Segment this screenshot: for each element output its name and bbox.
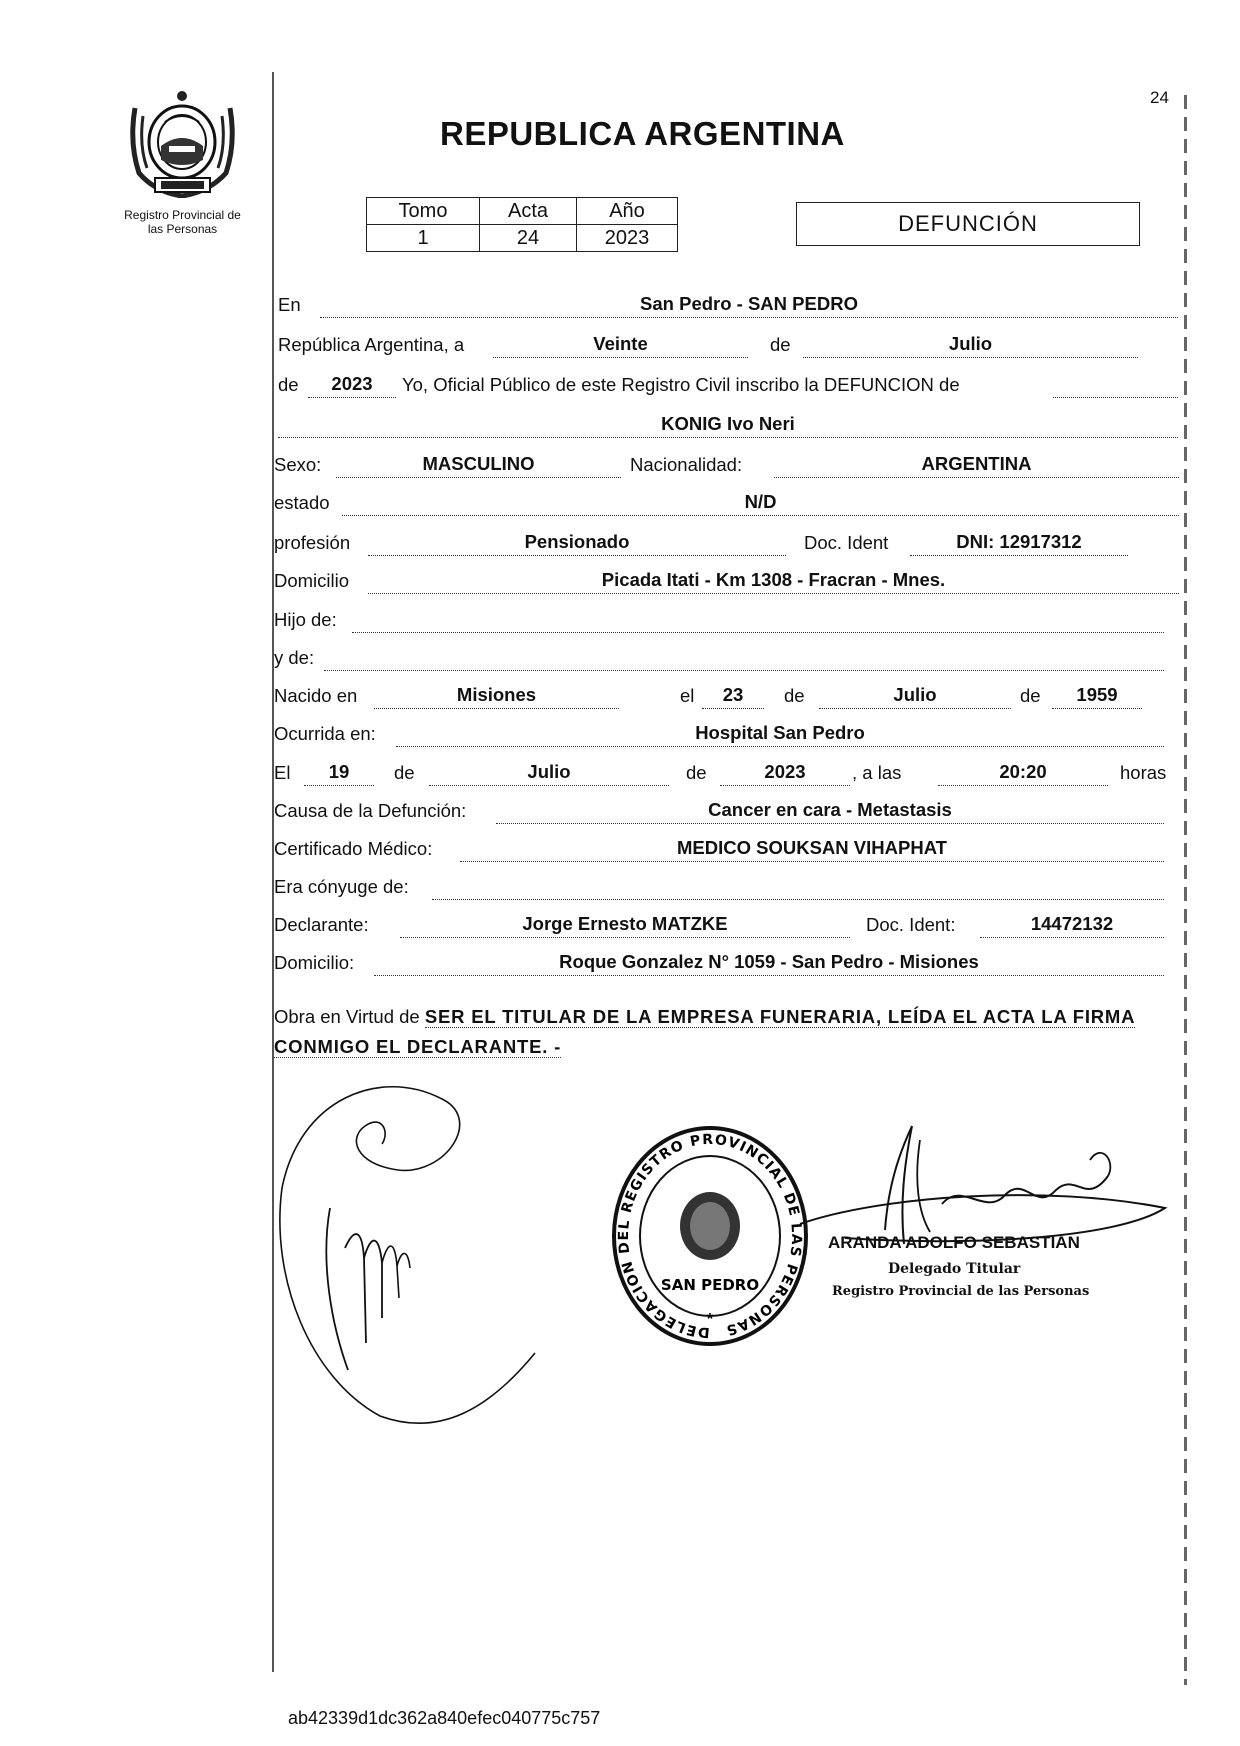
sexo-label: Sexo: [274,454,322,475]
nacionalidad-label: Nacionalidad: [630,454,743,475]
row-ocurrida [274,721,1164,749]
registry-label [100,208,265,236]
def-el-label: El [274,762,291,783]
causa-value: Cancer en cara - Metastasis [496,797,1164,824]
y-de-label: y de: [274,647,315,668]
hijo-de-label: Hijo de: [274,609,337,630]
en-label: En [278,294,301,315]
nacido-place: Misiones [374,682,619,709]
def-day: 19 [304,759,374,786]
obra-label: Obra en Virtud de [274,1006,420,1027]
provincial-seal-icon [125,88,240,198]
document-hash: ab42339d1dc362a840efec040775c757 [288,1708,601,1728]
obra-value: SER EL TITULAR DE LA EMPRESA FUNERARIA, LEÍDA EL ACTA LA FIRMA CONMIGO EL DECLARANTE. - [274,1006,1136,1057]
official-name: ARANDA ADOLFO SEBASTIAN [828,1233,1080,1252]
acta-header-tomo: Tomo [367,198,480,225]
domicilio-label: Domicilio [274,570,350,591]
obra-section [274,1002,1179,1062]
def-de1-label: de [394,762,415,783]
stamp-ring-textpath: DELEGACION DEL REGISTRO PROVINCIAL DE LAS PERSONAS [616,1131,805,1341]
page-title: REPUBLICA ARGENTINA [440,115,845,152]
def-de2-label: de [686,762,707,783]
y-de-value [324,644,1164,671]
ocurrida-value: Hospital San Pedro [396,720,1164,747]
estado-value: N/D [342,489,1179,516]
sexo-value: MASCULINO [336,451,621,478]
domicilio-decl-label: Domicilio: [274,952,355,973]
acta-header-anio: Año [577,198,678,225]
fecha-month: Julio [803,331,1138,358]
domicilio-value: Picada Itati - Km 1308 - Fracran - Mnes. [368,567,1179,594]
declarante-value: Jorge Ernesto MATZKE [400,911,850,938]
fecha-day: Veinte [493,331,748,358]
row-certificado [274,836,1164,864]
nacido-el-label: el [680,685,695,706]
hijo-de-value [352,606,1164,633]
doc-ident-value: DNI: 12917312 [910,529,1128,556]
official-role: Delegado Titular [888,1261,1021,1277]
declarante-doc-value: 14472132 [980,911,1164,938]
acta-table [366,197,678,252]
official-org: Registro Provincial de las Personas [832,1284,1090,1299]
fecha-label: República Argentina, a [278,334,465,355]
nacido-de2-label: de [1020,685,1041,706]
doc-ident-label: Doc. Ident [804,532,889,553]
profesion-label: profesión [274,532,351,553]
row-en [278,292,1178,320]
row-hijo-de [274,607,1164,635]
acta-value-anio: 2023 [577,225,678,252]
domicilio-decl-value: Roque Gonzalez N° 1059 - San Pedro - Misiones [374,949,1164,976]
official-stamp [608,1118,813,1350]
year-de-label: de [278,374,299,395]
row-fecha-defuncion [274,760,1179,788]
row-domicilio-declarante [274,950,1164,978]
row-conyuge [274,874,1164,902]
row-year [278,372,1178,400]
declarante-doc-label: Doc. Ident: [866,914,956,935]
row-estado [274,490,1179,518]
right-margin-rule [1184,95,1187,1685]
causa-label: Causa de la Defunción: [274,800,467,821]
row-causa [274,798,1164,826]
nacido-month: Julio [819,682,1011,709]
row-sexo [274,452,1179,480]
conyuge-label: Era cónyuge de: [274,876,409,897]
acta-value-tomo: 1 [367,225,480,252]
ocurrida-label: Ocurrida en: [274,723,376,744]
row-domicilio [274,568,1179,596]
certificado-label: Certificado Médico: [274,838,433,859]
profesion-value: Pensionado [368,529,786,556]
deceased-name: KONIG Ivo Neri [278,411,1178,438]
page-number: 24 [1150,88,1169,107]
row-nacido [274,683,1164,711]
document-type-box: DEFUNCIÓN [796,202,1140,246]
year-line-blank [1053,371,1178,398]
fecha-de-label: de [770,334,791,355]
def-horas-label: horas [1120,762,1167,783]
year-line-text: Yo, Oficial Público de este Registro Civil inscribo la DEFUNCION de [402,374,960,395]
def-year: 2023 [720,759,850,786]
stamp-star-icon: * [706,1311,714,1328]
declarante-label: Declarante: [274,914,369,935]
estado-label: estado [274,492,330,513]
declarant-signature-icon [270,1058,590,1438]
acta-header-acta: Acta [480,198,577,225]
stamp-center-text: SAN PEDRO [660,1276,760,1294]
registry-label-line2: las Personas [147,222,218,236]
conyuge-value [432,873,1164,900]
nacido-label: Nacido en [274,685,358,706]
nacionalidad-value: ARGENTINA [774,451,1179,478]
nacido-de1-label: de [784,685,805,706]
def-alas-label: , a las [852,762,902,783]
nacido-year: 1959 [1052,682,1142,709]
acta-value-acta: 24 [480,225,577,252]
row-profesion [274,530,1179,558]
row-y-de [274,645,1164,673]
registry-label-line1: Registro Provincial de [124,208,241,222]
row-declarante [274,912,1164,940]
row-fecha [278,332,1178,360]
certificado-value: MEDICO SOUKSAN VIHAPHAT [460,835,1164,862]
def-month: Julio [429,759,669,786]
year-value: 2023 [308,371,396,398]
row-nombre [278,412,1178,440]
official-signature-icon [790,1112,1180,1252]
def-time: 20:20 [938,759,1108,786]
nacido-day: 23 [702,682,764,709]
en-value: San Pedro - SAN PEDRO [320,291,1178,318]
